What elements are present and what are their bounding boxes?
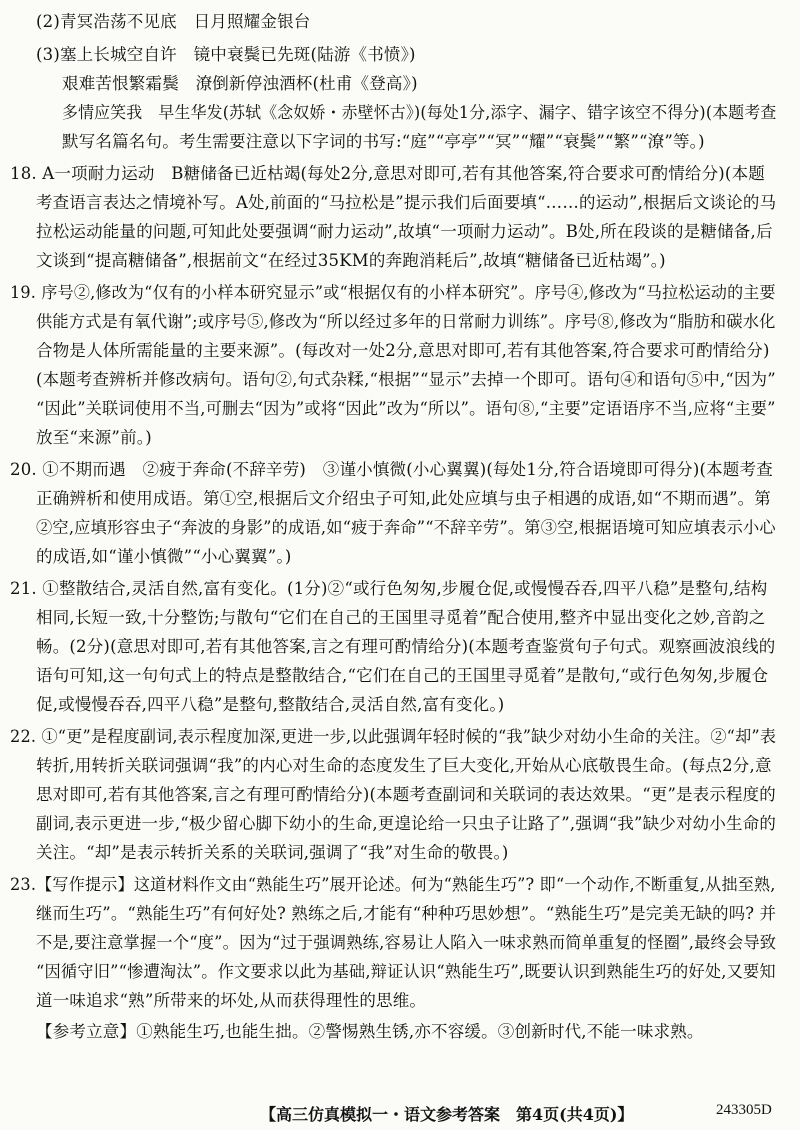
text-line: 正确辨析和使用成语。第①空,根据后文介绍虫子可知,此处应填与虫子相遇的成语,如“不期而遇”。第 bbox=[36, 489, 772, 508]
question-23-line: 23.【写作提示】这道材料作文由“熟能生巧”展开论述。何为“熟能生巧”? 即“一个动作,不断重复,从拙至熟, bbox=[10, 875, 776, 894]
footer-title: 【高三仿真模拟一・语文参考答案 第4页(共4页)】 bbox=[260, 1105, 634, 1124]
text-line: 相同,长短一致,十分整饬;与散句“它们在自己的王国里寻觅着”配合使用,整齐中显出变化之妙,音韵之 bbox=[36, 608, 766, 627]
text-line: (3)塞上长城空自许 镜中衰鬓已先斑(陆游《书愤》) bbox=[36, 45, 416, 64]
text-line: 的成语,如“谨小慎微”“小心翼翼”。) bbox=[36, 547, 292, 566]
text-line: 语句可知,这一句句式上的特点是整散结合,“它们在自己的王国里寻觅着”是散句,“或行色匆匆,步履仓 bbox=[36, 666, 769, 685]
footer-code: 243305D bbox=[716, 1102, 772, 1118]
text-line: 关注。“却”是表示转折关系的关联词,强调了“我”对生命的敬畏。) bbox=[36, 843, 509, 862]
text-line: 供能方式是有氧代谢”;或序号⑤,修改为“所以经过多年的日常耐力训练”。序号⑧,修改为“脂肪和碳水化 bbox=[36, 312, 776, 331]
text-line: 促,或慢慢吞吞,四平八稳”是整句,整散结合,灵活自然,富有变化。) bbox=[36, 695, 505, 714]
text-line: 艰难苦恨繁霜鬓 潦倒新停浊酒杯(杜甫《登高》) bbox=[62, 74, 418, 93]
text-line: 合物是人体所需能量的主要来源”。(每改对一处2分,意思对即可,若有其他答案,符合要求可酌情给分) bbox=[36, 341, 770, 360]
text-line: 默写名篇名句。考生需要注意以下字词的书写:“庭”“亭亭”“冥”“耀”“衰鬓”“繁”“潦”等。) bbox=[62, 132, 705, 151]
text-line: 放至“来源”前。) bbox=[36, 428, 152, 447]
question-19-line: 19. 序号②,修改为“仅有的小样本研究显示”或“根据仅有的小样本研究”。序号④,修改为“马拉松运动的主要 bbox=[10, 283, 776, 302]
text-line: 思对即可,若有其他答案,言之有理可酌情给分)(本题考查副词和关联词的表达效果。“更”是表示程度的 bbox=[36, 785, 776, 804]
question-21-line: 21. ①整散结合,灵活自然,富有变化。(1分)②“或行色匆匆,步履仓促,或慢慢吞吞,四平八稳”是整句,结构 bbox=[10, 579, 768, 598]
text-line: “因循守旧”“惨遭淘汰”。作文要求以此为基础,辩证认识“熟能生巧”,既要认识到熟能生巧的好处,又要知 bbox=[36, 962, 776, 981]
text-line: 副词,表示更进一步,“极少留心脚下幼小的生命,更遑论给一只虫子让路了”,强调“我”缺少对幼小生命的 bbox=[36, 814, 777, 833]
text-line: (本题考查辨析并修改病句。语句②,句式杂糅,“根据”“显示”去掉一个即可。语句④和语句⑤中,“因为” bbox=[36, 370, 776, 389]
question-22-line: 22. ①“更”是程度副词,表示程度加深,更进一步,以此强调年轻时候的“我”缺少对幼小生命的关注。②“却”表 bbox=[10, 727, 777, 746]
text-line: 不是,要注意掌握一个“度”。因为“过于强调熟练,容易让人陷入一味求熟而简单重复的怪圈”,最终会导致 bbox=[36, 933, 777, 952]
text-line: 转折,用转折关联词强调“我”的内心对生命的态度发生了巨大变化,开始从心底敬畏生命。(每点2分,意 bbox=[36, 756, 772, 775]
text-line: ②空,应填形容虫子“奔波的身影”的成语,如“疲于奔命”“不辞辛劳”。第③空,根据语境可知应填表示小心 bbox=[36, 518, 776, 537]
text-line: 畅。(2分)(意思对即可,若有其他答案,言之有理可酌情给分)(本题考查鉴赏句子句式。观察画波浪线的 bbox=[36, 637, 776, 656]
text-line: 文谈到“提高糖储备”,根据前文“在经过35KM的奔跑消耗后”,故填“糖储备已近枯竭”。) bbox=[36, 251, 666, 270]
text-line: 道一味追求“熟”所带来的坏处,从而获得理性的思维。 bbox=[36, 991, 427, 1010]
reference-theme-line: 【参考立意】①熟能生巧,也能生拙。②警惕熟生锈,亦不容缓。③创新时代,不能一味求熟。 bbox=[36, 1022, 704, 1041]
question-20-line: 20. ①不期而遇 ②疲于奔命(不辞辛劳) ③谨小慎微(小心翼翼)(每处1分,符合语境即可得分)(本题考查 bbox=[10, 460, 773, 479]
text-line: 多情应笑我 早生华发(苏轼《念奴娇・赤壁怀古》)(每处1分,添字、漏字、错字该空不得分)(本题考查 bbox=[62, 103, 777, 122]
text-line: 拉松运动能量的问题,可知此处要强调“耐力运动”,故填“一项耐力运动”。B处,所在段谈的是糖储备,后 bbox=[36, 222, 773, 241]
text-line: 继而生巧”。“熟能生巧”有何好处? 熟练之后,才能有“种种巧思妙想”。“熟能生巧”是完美无缺的吗? 并 bbox=[36, 904, 777, 923]
text-line: “因此”关联词使用不当,可删去“因为”或将“因此”改为“所以”。语句⑧,“主要”定语语序不当,应将“主要” bbox=[36, 399, 776, 418]
question-18-line: 18. A一项耐力运动 B糖储备已近枯竭(每处2分,意思对即可,若有其他答案,符合要求可酌情给分)(本题 bbox=[10, 164, 765, 183]
text-line: 考查语言表达之情境补写。A处,前面的“马拉松是”提示我们后面要填“……的运动”,根据后文谈论的马 bbox=[36, 193, 777, 212]
text-line: (2)青冥浩荡不见底 日月照耀金银台 bbox=[36, 12, 311, 31]
